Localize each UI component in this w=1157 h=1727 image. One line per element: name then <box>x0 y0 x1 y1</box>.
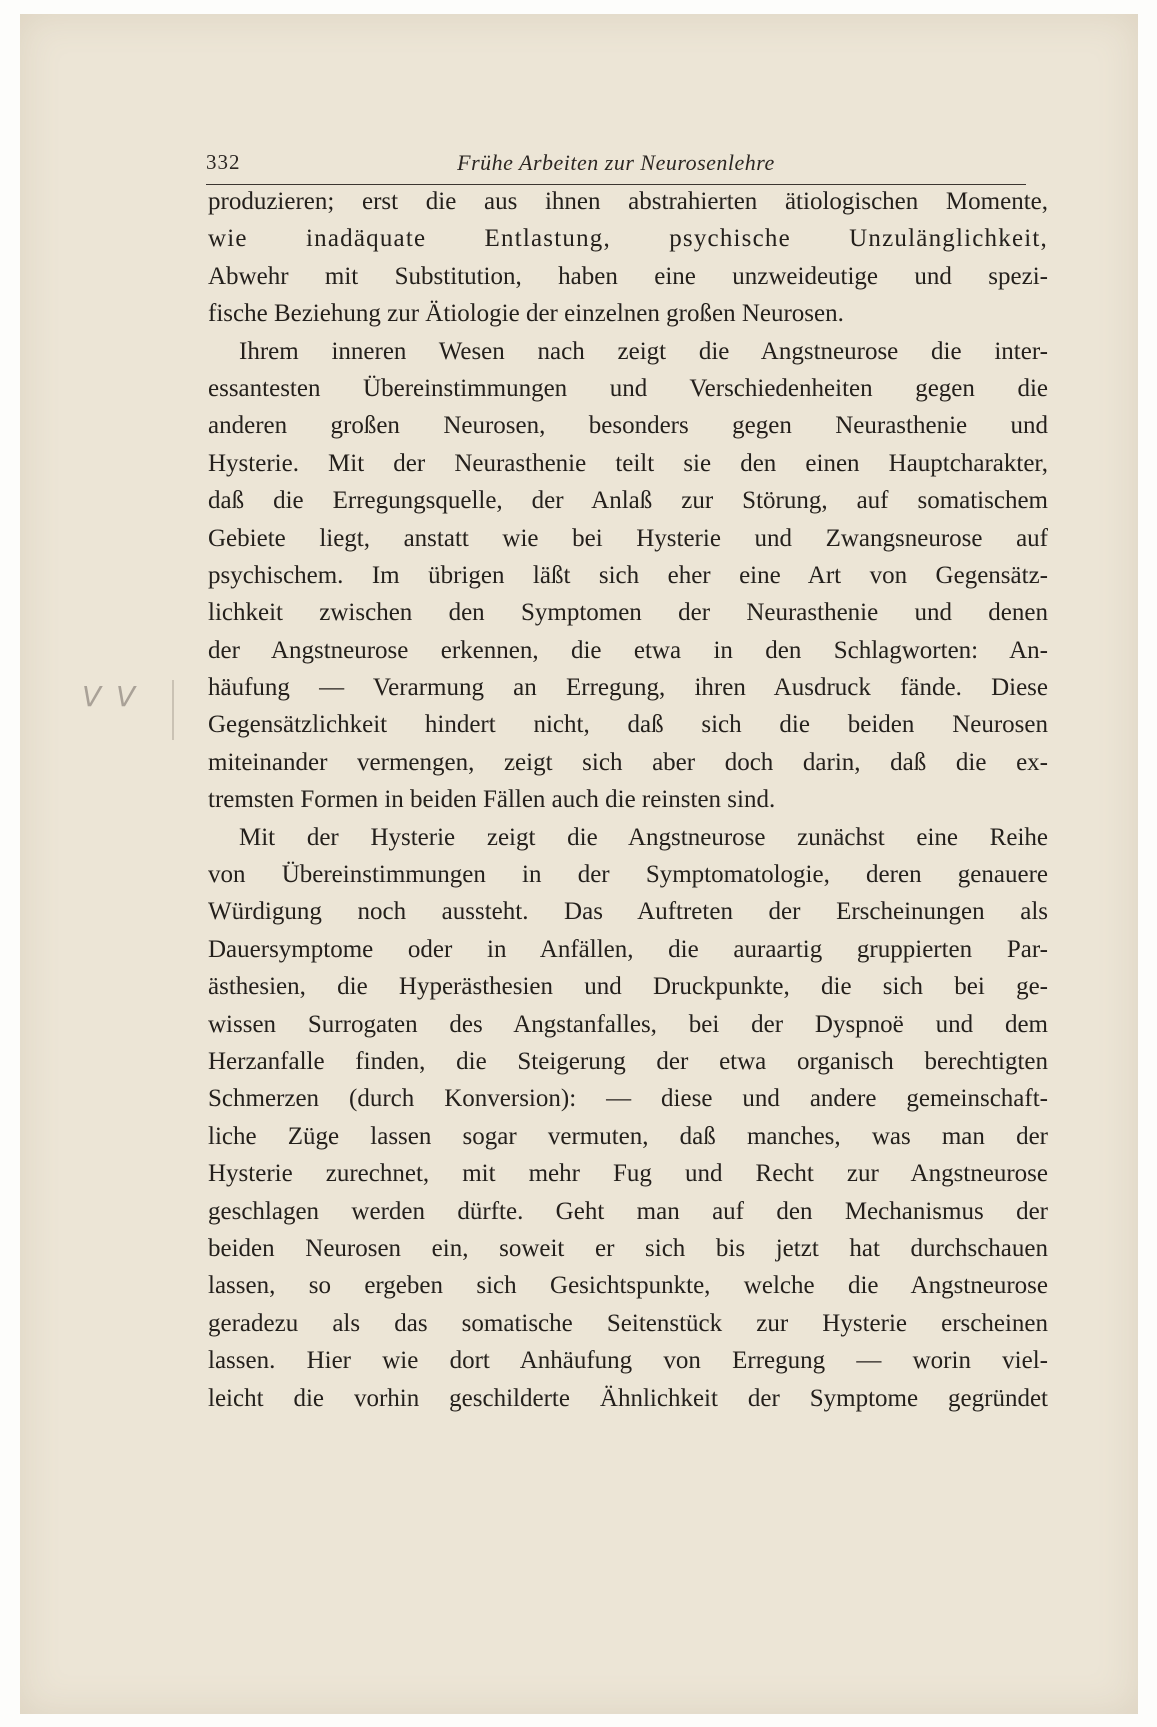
text-line: Gebiete liegt, anstatt wie bei Hysterie und Zwangsneurose auf <box>208 524 1048 552</box>
text-line: Würdigung noch aussteht. Das Auftreten der Erscheinungen als <box>208 898 1048 926</box>
running-title: Frühe Arbeiten zur Neurosenlehre <box>457 150 775 175</box>
text-line: lichkeit zwischen den Symptomen der Neurasthenie und denen <box>208 599 1048 627</box>
text-line: von Übereinstimmungen in der Symptomatologie, deren genauere <box>208 861 1048 889</box>
text-line: häufung — Verarmung an Erregung, ihren Ausdruck fände. Diese <box>208 674 1048 702</box>
text-line: Hysterie. Mit der Neurasthenie teilt sie den einen Hauptcharakter, <box>208 449 1048 477</box>
text-line: beiden Neurosen ein, soweit er sich bis jetzt hat durchschauen <box>208 1234 1048 1262</box>
text-line: produzieren; erst die aus ihnen abstrahierten ätiologischen Momente, <box>208 188 1048 215</box>
margin-pencil-rule <box>172 680 174 740</box>
body-text <box>208 183 1048 1417</box>
text-line: wissen Surrogaten des Angstanfalles, bei der Dyspnoë und dem <box>208 1010 1048 1038</box>
text-line: Gegensätzlichkeit hindert nicht, daß sich die beiden Neurosen <box>208 711 1048 739</box>
text-line: liche Züge lassen sogar vermuten, daß manches, was man der <box>208 1122 1048 1150</box>
text-line: Dauersymptome oder in Anfällen, die auraartig gruppierten Par- <box>208 935 1048 963</box>
margin-pencil-mark: V V <box>82 680 139 713</box>
text-line: Mit der Hysterie zeigt die Angstneurose zunächst eine Reihe <box>239 823 1048 851</box>
text-line: geradezu als das somatische Seitenstück zur Hysterie erscheinen <box>208 1309 1048 1337</box>
text-line: anderen großen Neurosen, besonders gegen Neurasthenie und <box>208 412 1048 440</box>
text-line: psychischem. Im übrigen läßt sich eher eine Art von Gegensätz- <box>208 561 1048 589</box>
text-line: Schmerzen (durch Konversion): — diese und andere gemeinschaft- <box>208 1085 1048 1113</box>
text-line: Hysterie zurechnet, mit mehr Fug und Recht zur Angstneurose <box>208 1160 1048 1188</box>
page-header <box>206 146 1026 185</box>
text-line: leicht die vorhin geschilderte Ähnlichkeit der Symptome gegründet <box>208 1384 1048 1412</box>
text-line: fische Beziehung zur Ätiologie der einzelnen großen Neurosen. <box>208 300 844 328</box>
text-line: geschlagen werden dürfte. Geht man auf den Mechanismus der <box>208 1197 1048 1225</box>
text-line: Abwehr mit Substitution, haben eine unzweideutige und spezi- <box>208 262 1048 290</box>
text-line: daß die Erregungsquelle, der Anlaß zur Störung, auf somatischem <box>208 487 1048 515</box>
text-line: Ihrem inneren Wesen nach zeigt die Angstneurose die inter- <box>239 337 1048 365</box>
text-line: lassen, so ergeben sich Gesichtspunkte, welche die Angstneurose <box>208 1272 1048 1300</box>
text-line: lassen. Hier wie dort Anhäufung von Erregung — worin viel- <box>208 1347 1048 1375</box>
page-number: 332 <box>206 150 241 174</box>
text-line: ästhesien, die Hyperästhesien und Druckpunkte, die sich bei ge- <box>208 973 1048 1001</box>
text-line: tremsten Formen in beiden Fällen auch die reinsten sind. <box>208 786 776 814</box>
text-line: essantesten Übereinstimmungen und Verschiedenheiten gegen die <box>208 374 1048 402</box>
text-line: der Angstneurose erkennen, die etwa in den Schlagworten: An- <box>208 636 1048 664</box>
text-line: Herzanfalle finden, die Steigerung der etwa organisch berechtigten <box>208 1047 1048 1075</box>
text-line: miteinander vermengen, zeigt sich aber doch darin, daß die ex- <box>208 748 1048 776</box>
text-line: wie inadäquate Entlastung, psychische Unzulänglichkeit, <box>208 225 1048 253</box>
